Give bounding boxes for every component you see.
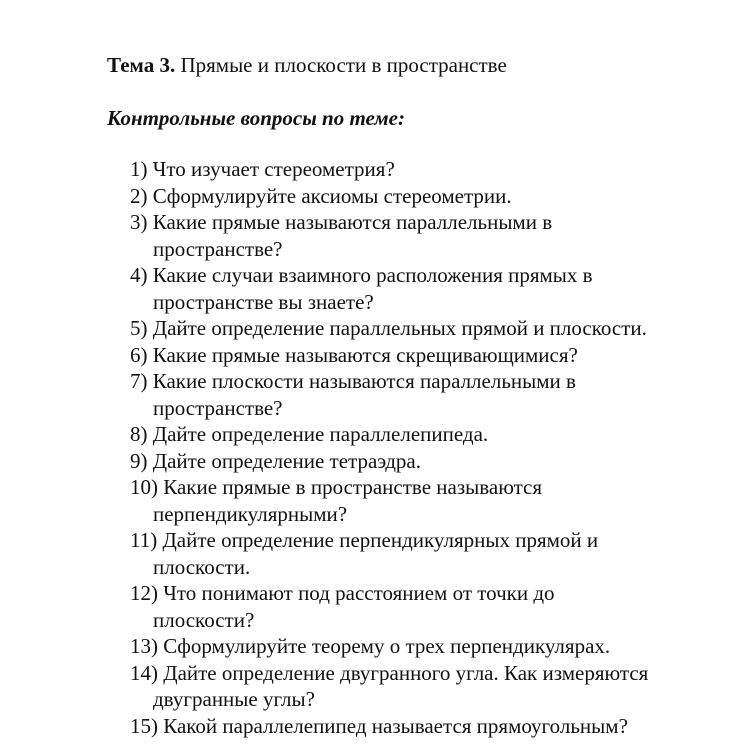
question-item <box>130 527 730 580</box>
question-text: плоскости? <box>153 607 255 632</box>
question-number: 1) <box>130 157 148 181</box>
question-number: 12) <box>130 581 158 605</box>
question-text: Сформулируйте аксиомы стереометрии. <box>152 183 512 208</box>
question-item <box>130 660 730 713</box>
question-text: пространстве? <box>153 236 283 261</box>
question-text: Что понимают под расстоянием от точки до <box>163 581 555 605</box>
question-text: Какой параллелепипед называется прямоугольным? <box>163 713 628 738</box>
question-text: плоскости. <box>153 554 251 579</box>
topic-title: Прямые и плоскости в пространстве <box>180 53 507 77</box>
question-number: 6) <box>130 342 148 367</box>
question-item <box>130 342 730 369</box>
question-number: 7) <box>130 369 148 393</box>
question-item <box>130 633 730 660</box>
question-text: Дайте определение тетраэдра. <box>152 448 421 473</box>
question-number: 13) <box>130 634 158 658</box>
question-number: 2) <box>130 183 148 208</box>
question-number: 4) <box>130 263 148 287</box>
topic-label: Тема 3. <box>107 53 176 77</box>
question-item <box>130 156 730 183</box>
question-text: Какие прямые называются параллельными в <box>152 210 553 234</box>
question-number: 5) <box>130 316 148 340</box>
question-text: Что изучает стереометрия? <box>152 157 395 181</box>
question-item <box>130 315 730 342</box>
question-number: 10) <box>130 475 158 499</box>
question-text: двугранные углы? <box>153 687 315 711</box>
question-item <box>130 580 730 633</box>
question-number: 9) <box>130 448 148 473</box>
question-item <box>130 262 730 315</box>
question-text: перпендикулярными? <box>153 501 348 526</box>
question-item <box>130 474 730 527</box>
questions-subtitle: Контрольные вопросы по теме: <box>107 106 405 130</box>
question-text: Какие прямые называются скрещивающимися? <box>152 342 578 367</box>
question-number: 8) <box>130 422 148 446</box>
question-item <box>130 713 730 740</box>
question-text: Дайте определение параллелепипеда. <box>152 422 489 446</box>
question-number: 15) <box>130 713 158 738</box>
question-text: пространстве? <box>153 395 283 420</box>
question-number: 3) <box>130 210 148 234</box>
question-text: Какие плоскости называются параллельными в <box>152 369 576 393</box>
topic-heading <box>107 52 507 78</box>
question-text: пространстве вы знаете? <box>153 289 374 314</box>
questions-list <box>130 156 730 739</box>
question-text: Какие прямые в пространстве называются <box>163 475 543 499</box>
question-text: Сформулируйте теорему о трех перпендикулярах. <box>163 634 611 658</box>
question-text: Какие случаи взаимного расположения прямых в <box>152 263 593 287</box>
question-item <box>130 421 730 448</box>
question-text: Дайте определение параллельных прямой и плоскости. <box>152 316 647 340</box>
question-number: 11) <box>130 528 158 552</box>
question-item <box>130 183 730 210</box>
question-item <box>130 448 730 475</box>
question-item <box>130 368 730 421</box>
question-text: Дайте определение двугранного угла. Как измеряются <box>163 660 649 685</box>
question-text: Дайте определение перпендикулярных прямой и <box>162 528 599 552</box>
question-number: 14) <box>130 660 158 685</box>
question-item <box>130 209 730 262</box>
